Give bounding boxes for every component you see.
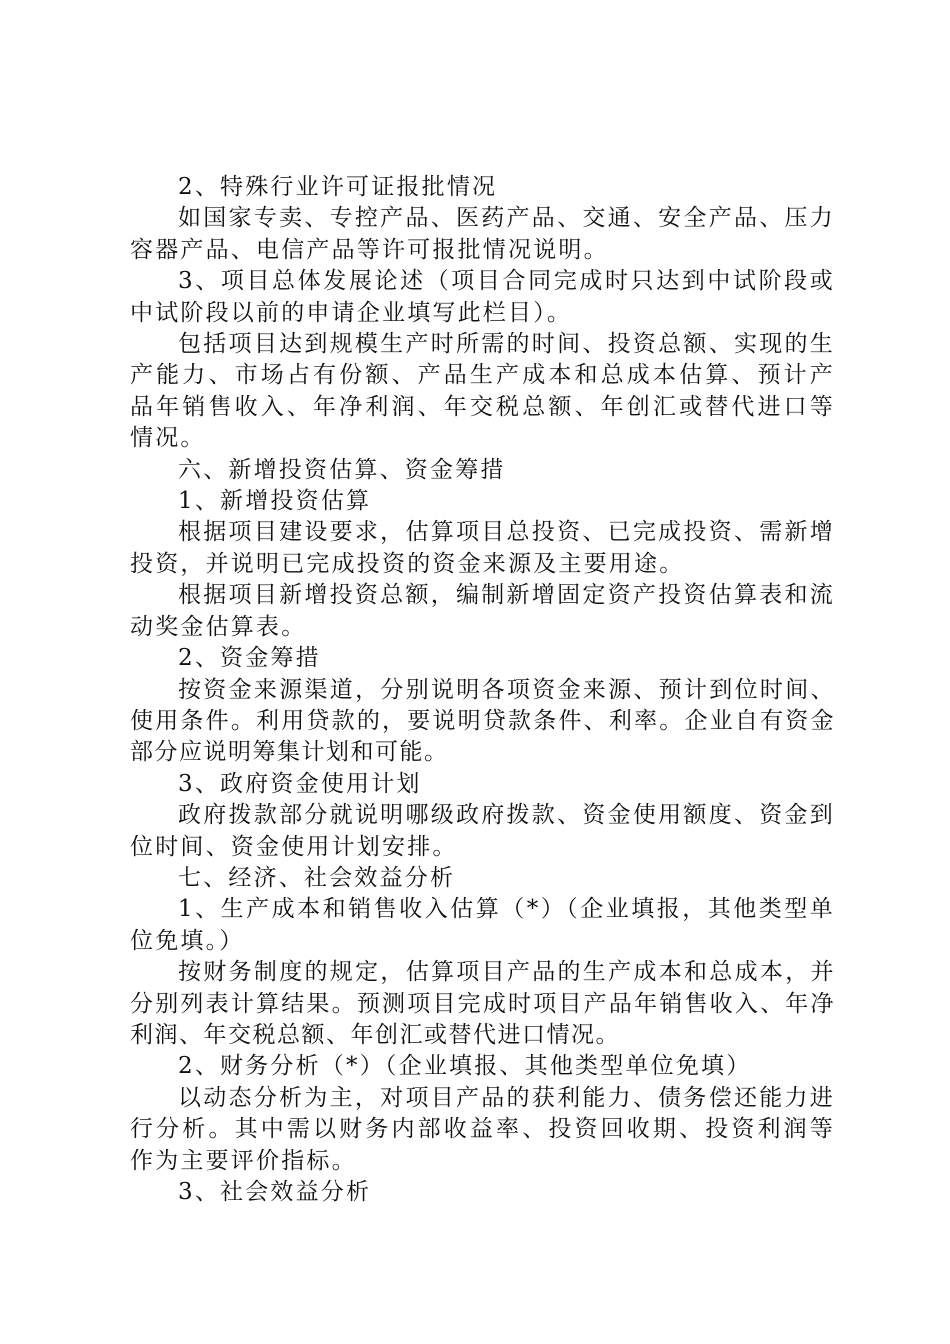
section-heading-benefit-analysis: 七、经济、社会效益分析 <box>178 864 456 891</box>
paragraph-investment-estimate-1: 根据项目建设要求，估算项目总投资、已完成投资、需新增投资，并说明已完成投资的资金来源及主要用途。 <box>130 519 835 577</box>
paragraph-government-funds: 政府拨款部分就说明哪级政府拨款、资金使用额度、资金到位时间、资金使用计划安排。 <box>130 802 835 860</box>
heading-cost-and-revenue: 1、生产成本和销售收入估算（*）（企业填报，其他类型单位免填。） <box>130 896 835 954</box>
heading-financial-analysis: 2、财务分析（*）（企业填报、其他类型单位免填） <box>178 1053 752 1080</box>
heading-social-benefit: 3、社会效益分析 <box>178 1179 372 1205</box>
heading-government-funds: 3、政府资金使用计划 <box>178 770 422 797</box>
paragraph-cost-and-revenue: 按财务制度的规定，估算项目产品的生产成本和总成本，并分别列表计算结果。预测项目完成时项目产品年销售收入、年净利润、年交税总额、年创汇或替代进口情况。 <box>130 959 835 1048</box>
heading-special-license: 2、特殊行业许可证报批情况 <box>178 174 498 200</box>
paragraph-fund-raising: 按资金来源渠道，分别说明各项资金来源、预计到位时间、使用条件。利用贷款的，要说明贷款条件、利率。企业自有资金部分应说明筹集计划和可能。 <box>130 676 835 766</box>
document-body <box>130 172 835 1208</box>
heading-new-investment-estimate: 1、新增投资估算 <box>178 488 372 515</box>
heading-project-development: 3、项目总体发展论述（项目合同完成时只达到中试阶段或中试阶段以前的申请企业填写此栏目）。 <box>130 268 835 326</box>
paragraph-financial-analysis: 以动态分析为主，对项目产品的获利能力、债务偿还能力进行分析。其中需以财务内部收益率、投资回收期、投资利润等作为主要评价指标。 <box>130 1084 835 1174</box>
section-heading-investment: 六、新增投资估算、资金筹措 <box>178 456 506 483</box>
heading-fund-raising: 2、资金筹措 <box>178 645 321 672</box>
paragraph-development-description: 包括项目达到规模生产时所需的时间、投资总额、实现的生产能力、市场占有份额、产品生产成本和总成本估算、预计产品年销售收入、年净利润、年交税总额、年创汇或替代进口等情况。 <box>130 331 835 452</box>
paragraph-investment-estimate-2: 根据项目新增投资总额，编制新增固定资产投资估算表和流动奖金估算表。 <box>130 582 835 640</box>
paragraph-license-description: 如国家专卖、专控产品、医药产品、交通、安全产品、压力容器产品、电信产品等许可报批情况说明。 <box>130 205 835 263</box>
